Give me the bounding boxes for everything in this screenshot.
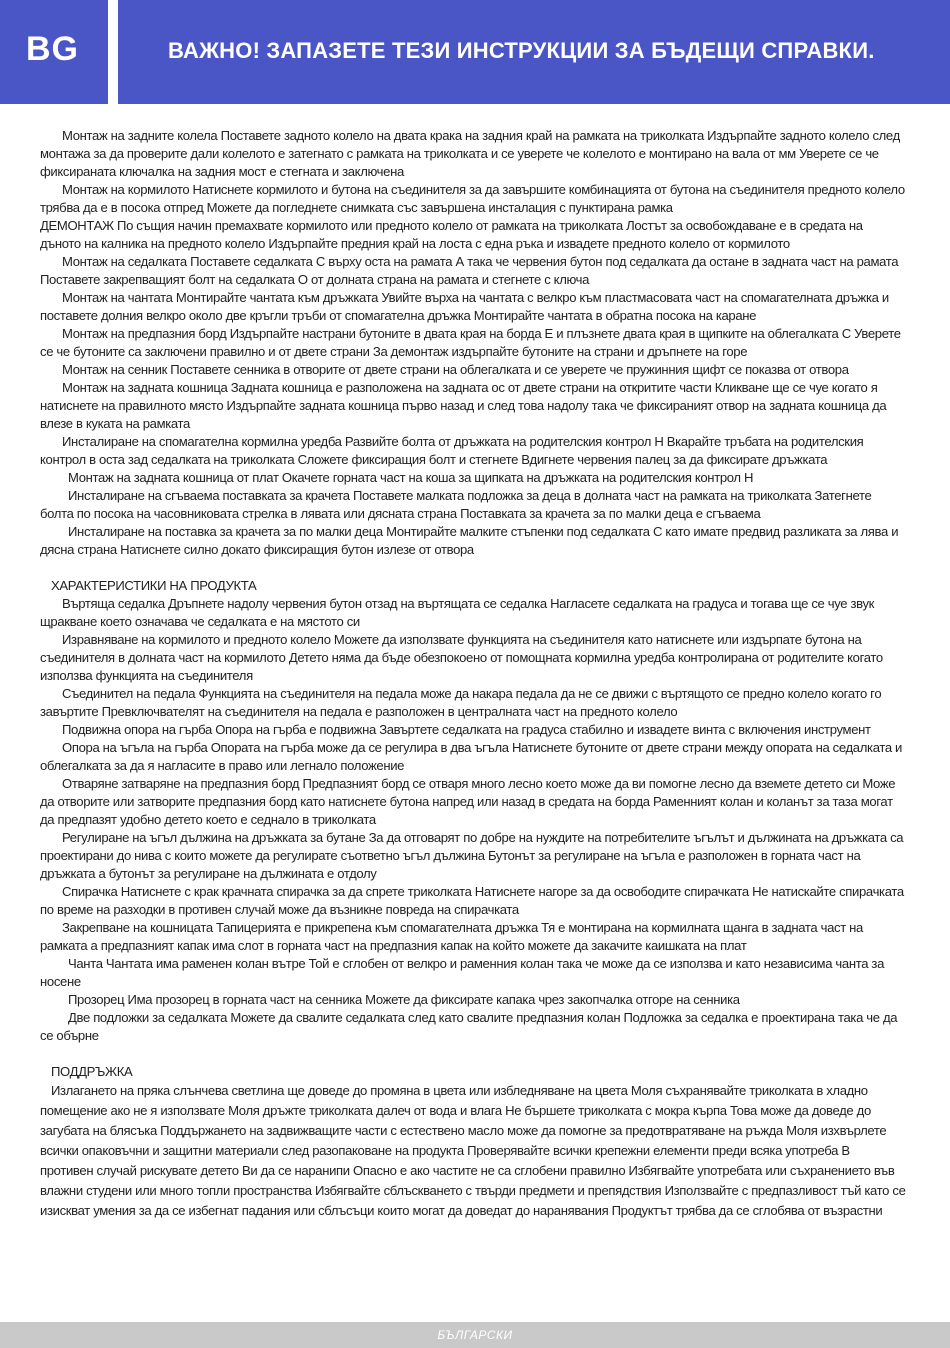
paragraph: Инсталиране на поставка за крачета за по малки деца Монтирайте малките стъпенки под седалката С като имате предвид разликата за лява и дясна страна Натиснете силно докато фиксиращия бутон излезе от отвора [40, 524, 899, 557]
paragraph: Въртяща седалка Дръпнете надолу червения бутон отзад на въртящата се седалка Нагласете седалката на градуса и тогава ще се чуе звук щракване което означава че седалката е на мястото си [40, 596, 875, 629]
language-code: BG [26, 30, 79, 68]
page-title: ВАЖНО! ЗАПАЗЕТЕ ТЕЗИ ИНСТРУКЦИИ ЗА БЪДЕЩИ СПРАВКИ. [168, 38, 875, 63]
paragraph: Опора на ъгъла на гърба Опората на гърба може да се регулира в два ъгъла Натиснете бутоните от двете страни между опората на седалката и облегалката за да я нагласите в право или легнало положение [40, 740, 903, 773]
header-lang-block [0, 0, 108, 104]
paragraph: Излагането на пряка слънчева светлина ще доведе до промяна в цвета или избледняване на цвета Моля съхранявайте триколката в хладно помещение ако не я използвате Моля дръжте триколката далеч от вода и влага Не бършете триколката с мокра кърпа Това може да доведе до загубата на блясъка Поддържането на задвижващите части с естествено масло може да помогне за предотвратяване на ръжда Моля изхвърлете всички опаковъчни и защитни материали след разопаковане на продукта Проверявайте всички крепежни елементи преди всяка употреба В противен случай рискувате детето Ви да се наранипи Опасно е ако частите не са сглобени правилно Избягвайте употребата или съхранението във влажни студени или много топли пространства Избягвайте сблъскването с твърди предмети и препядствия Използвайте с предпазливост тъй като се изискват умения за да се избегнат падания или сблъсъци които могат да доведат до наранявания Продуктът трябва да се сглобява от възрастни [40, 1083, 906, 1218]
paragraph: Прозорец Има прозорец в горната част на сенника Можете да фиксирате капака чрез закопчалка отгоре на сенника [68, 992, 740, 1007]
paragraph: Закрепване на кошницата Тапицерията е прикрепена към спомагателната дръжка Тя е монтирана на кормилната щанга в задната част на рамката а предпазният капак има слот в горната част на предпазния капак на който можете да закачите каишката на плат [40, 920, 863, 953]
paragraph: Монтаж на задната кошница Задната кошница е разположена на задната ос от двете страни на откритите части Кликване ще се чуе когато я натиснете на правилното място Издърпайте задната кошница първо назад и след това надолу така че фиксираният отвор на задната кошница да влезе в куката на рамката [40, 380, 887, 431]
instructions-body [40, 127, 906, 1221]
paragraph: Съединител на педала Функцията на съединителя на педала може да накара педала да не се движи с въртящото се предно колело когато го завъртите Превключвателят на съединителя на педала е разположен в централната част на предното колело [40, 686, 882, 719]
paragraph: Изравняване на кормилото и предното колело Можете да използвате функцията на съединителя като натиснете или издърпате бутона на съединителя в долната част на кормилото Детето няма да бъде обезпокоено от помощната кормилна уредба контролирана от родителите когато използва функцията на съединителя [40, 632, 883, 683]
paragraph: Две подложки за седалката Можете да свалите седалката след като свалите предпазния колан Подложка за седалка е проектирана така че да се обърне [40, 1010, 898, 1043]
paragraph: Монтаж на предпазния борд Издърпайте настрани бутоните в двата края на борда Е и плъзнете двата края в щипките на облегалката С Уверете се че бутоните са заключени правилно и от двете страни За демонтаж издърпайте бутоните на страни и дръпнете на горе [40, 326, 901, 359]
footer-bar [0, 1322, 950, 1348]
section-heading-features: ХАРАКТЕРИСТИКИ НА ПРОДУКТА [51, 578, 257, 593]
paragraph: Монтаж на седалката Поставете седалката С върху оста на рамата А така че червения бутон под седалката да остане в задната част на рамата Поставете закрепващият болт на седалката О от долната страна на рамата и стегнете с ключа [40, 254, 899, 287]
paragraph: Монтаж на задните колела Поставете задното колело на двата крака на задния край на рамката на триколката Издърпайте задното колело след монтажа за да проверите дали колелото е затегнато с рамката на триколката и се уверете че колелото е монтирано на вала от мм Уверете се че фиксираната ключалка на задния мост е стегната и заключена [40, 128, 900, 179]
paragraph: Инсталиране на сгъваема поставката за крачета Поставете малката подложка за деца в долната част на рамката на триколката Затегнете болта по посока на часовниковата стрелка в лявата или дясната страна Поставката за крачета за по малки деца е сгъваема [40, 488, 872, 521]
header-title-block [118, 0, 950, 104]
paragraph: Инсталиране на спомагателна кормилна уредба Развийте болта от дръжката на родителския контрол Н Вкарайте тръбата на родителския контрол в оста зад седалката на триколката Сложете фиксиращия болт и стегнете Вдигнете червения палец за да фиксирате дръжката [40, 434, 864, 467]
paragraph: Монтаж на задната кошница от плат Окачете горната част на коша за щипката на дръжката на родителския контрол Н [68, 470, 754, 485]
paragraph: Спирачка Натиснете с крак крачната спирачка за да спрете триколката Натиснете нагоре за да освободите спирачката Не натискайте спирачката по време на разходки в противен случай може да възникне повреда на спирачката [40, 884, 904, 917]
paragraph: Подвижна опора на гърба Опора на гърба е подвижна Завъртете седалката на градуса стабилно и извадете винта с включения инструмент [62, 722, 871, 737]
footer-language-label: БЪЛГАРСКИ [437, 1328, 513, 1342]
section-heading-maintenance: ПОДДРЪЖКА [51, 1064, 133, 1079]
paragraph: Регулиране на ъгъл дължина на дръжката за бутане За да отговарят по добре на нуждите на потребителите ъгълът и дължината на дръжката са проектирани до нива с които можете да регулирате съответно ъгъл дължина Бутонът за регулиране на ъгъла е разположен в горната част на дръжката а бутонът за регулиране на дължината е отдолу [40, 830, 904, 881]
paragraph: Монтаж на сенник Поставете сенника в отворите от двете страни на облегалката и се уверете че пружинния щифт се показва от отвора [62, 362, 849, 377]
paragraph: Чанта Чантата има раменен колан вътре Той е сглобен от велкро и раменния колан така че може да се използва и като независима чанта за носене [40, 956, 885, 989]
paragraph: Монтаж на кормилото Натиснете кормилото и бутона на съединителя за да завършите комбинацията от бутона на съединителя предното колело трябва да е в посока отпред Можете да погледнете снимката със завършена инсталация с пунктирана рамка [40, 182, 905, 215]
paragraph: Монтаж на чантата Монтирайте чантата към дръжката Увийте върха на чантата с велкро към пластмасовата част на спомагателната дръжка и поставете долния велкро около две кръгли тръби от спомагателна дръжка Монтирайте чантата в обратна посока на каране [40, 290, 889, 323]
paragraph: ДЕМОНТАЖ По същия начин премахвате кормилото или предното колело от рамката на триколката Лостът за освобождаване е в средата на дъното на калника на предното колело Издърпайте предния край на лоста с една ръка и извадете предното колело от кормилото [40, 218, 863, 251]
paragraph: Отваряне затваряне на предпазния борд Предпазният борд се отваря много лесно което може да ви помогне лесно да вземете детето си Може да отворите или затворите предпазния борд като натиснете бутона напред или назад в средата на борда Раменният колан и колaнът за таза могат да предпазят удобно детето което е седнало в триколката [40, 776, 896, 827]
